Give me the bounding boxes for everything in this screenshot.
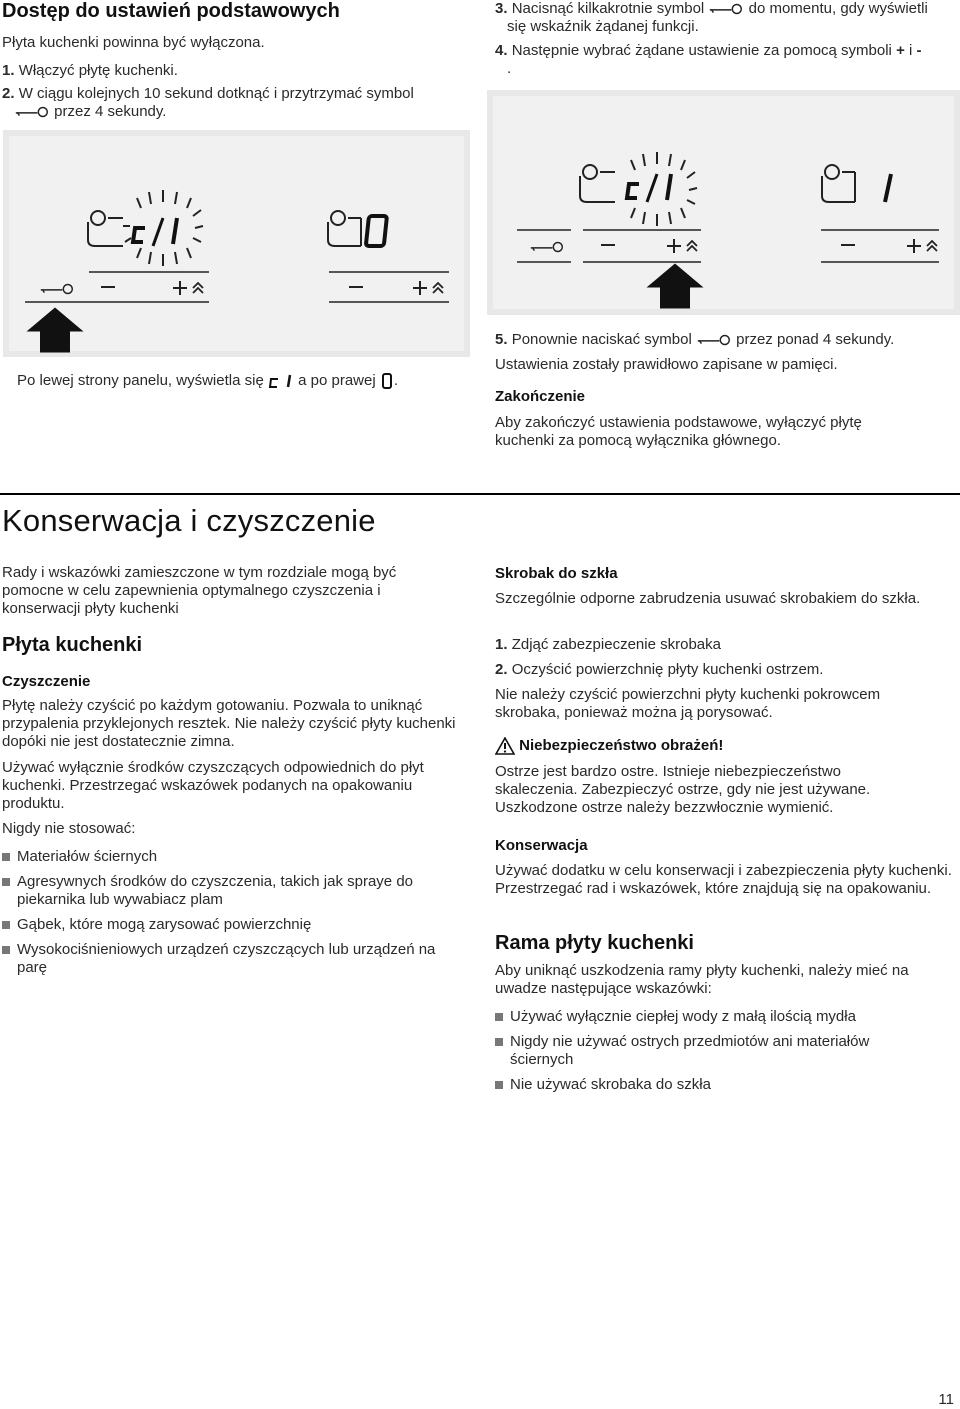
section-divider [0, 493, 960, 495]
intro-text: Rady i wskazówki zamieszczone w tym rozdziale mogą być pomocne w celu zapewnienia optymalnego czyszczenia i konserwacji płyty kuchenki [2, 564, 397, 617]
section-title: Konserwacja i czyszczenie [2, 503, 376, 538]
control-panel-left [3, 130, 470, 389]
never-list [2, 848, 462, 984]
never-label: Nigdy nie stosować: [2, 820, 136, 837]
list-item: Gąbek, które mogą zarysować powierzchnię [2, 916, 462, 934]
rama-heading: Rama płyty kuchenki [495, 932, 694, 954]
step-5: 5. Ponownie naciskać symbol przez ponad 4 sekundy. [495, 331, 895, 348]
skrobak-heading: Skrobak do szkła [495, 565, 618, 582]
warning-heading: Niebezpieczeństwo obrażeń! [495, 737, 723, 755]
step-2: 2. W ciągu kolejnych 10 sekund dotknąć i przytrzymać symbol przez 4 sekundy. [2, 85, 414, 120]
step-4: 4. Następnie wybrać żądane ustawienie za pomocą symboli + i - . [495, 42, 922, 77]
paragraph-1: Płytę należy czyścić po każdym gotowaniu. Pozwala to uniknąć przypalenia przyklejonych resztek. Nie należy czyścić płyty kuchenki dopóki nie jest dostatecznie zimna. [2, 697, 456, 750]
key-lock-icon [14, 105, 50, 119]
panel-caption: Po lewej strony panelu, wyświetla się a po prawej . [17, 372, 399, 389]
list-item: Używać wyłącznie ciepłej wody z małą ilością mydła [495, 1008, 935, 1026]
control-panel-right [487, 90, 960, 315]
zero-display-icon [380, 372, 394, 390]
key-lock-icon [708, 2, 744, 16]
panel-left-drawing [3, 130, 470, 357]
list-item: Materiałów ściernych [2, 848, 462, 866]
plyta-heading: Płyta kuchenki [2, 634, 143, 656]
list-item: Nigdy nie używać ostrych przedmiotów ani materiałów ściernych [495, 1033, 935, 1069]
paragraph-2: Używać wyłącznie środków czyszczących odpowiednich do płyt kuchenki. Przestrzegać wskazówek podanych na opakowaniu produktu. [2, 759, 424, 812]
skrobak-note: Nie należy czyścić powierzchni płyty kuchenki pokrowcem skrobaka, ponieważ można ją porysować. [495, 686, 881, 721]
skrobak-text: Szczególnie odporne zabrudzenia usuwać skrobakiem do szkła. [495, 590, 921, 607]
page-number: 11 [938, 1391, 954, 1408]
step-3: 3. Nacisnąć kilkakrotnie symbol do momentu, gdy wyświetli się wskaźnik żądanej funkcji. [495, 0, 928, 35]
konserwacja-heading: Konserwacja [495, 837, 588, 854]
end-heading: Zakończenie [495, 388, 586, 405]
list-item: Agresywnych środków do czyszczenia, takich jak spraye do piekarnika lub wywabiacz plam [2, 873, 462, 909]
rama-text: Aby uniknąć uszkodzenia ramy płyty kuchenki, należy mieć na uwadze następujące wskazówki: [495, 962, 909, 997]
czyszczenie-heading: Czyszczenie [2, 673, 91, 690]
warning-text: Ostrze jest bardzo ostre. Istnieje niebezpieczeństwo skaleczenia. Zabezpieczyć ostrze, gdy nie jest używane. Uszkodzone ostrze należy bezzwłocznie wymienić. [495, 763, 871, 816]
intro-text: Płyta kuchenki powinna być wyłączona. [2, 34, 265, 51]
section-title: Dostęp do ustawień podstawowych [2, 0, 340, 22]
skrobak-step-2: 2. Oczyścić powierzchnię płyty kuchenki ostrzem. [495, 661, 824, 678]
list-item: Nie używać skrobaka do szkła [495, 1076, 935, 1094]
list-item: Wysokociśnieniowych urządzeń czyszczących lub urządzeń na parę [2, 941, 462, 977]
saved-text: Ustawienia zostały prawidłowo zapisane w pamięci. [495, 356, 838, 373]
warning-icon [495, 737, 515, 755]
rama-list [495, 1008, 935, 1101]
konserwacja-text: Używać dodatku w celu konserwacji i zabezpieczenia płyty kuchenki. Przestrzegać rad i wskazówek, które znajdują się na opakowaniu. [495, 862, 952, 897]
skrobak-step-1: 1. Zdjąć zabezpieczenie skrobaka [495, 636, 721, 653]
step-1: 1. Włączyć płytę kuchenki. [2, 62, 178, 79]
end-text: Aby zakończyć ustawienia podstawowe, wyłączyć płytę kuchenki za pomocą wyłącznika głównego. [495, 414, 862, 449]
panel-right-drawing [487, 90, 960, 315]
c1-display-icon [268, 373, 294, 389]
key-lock-icon [696, 333, 732, 347]
